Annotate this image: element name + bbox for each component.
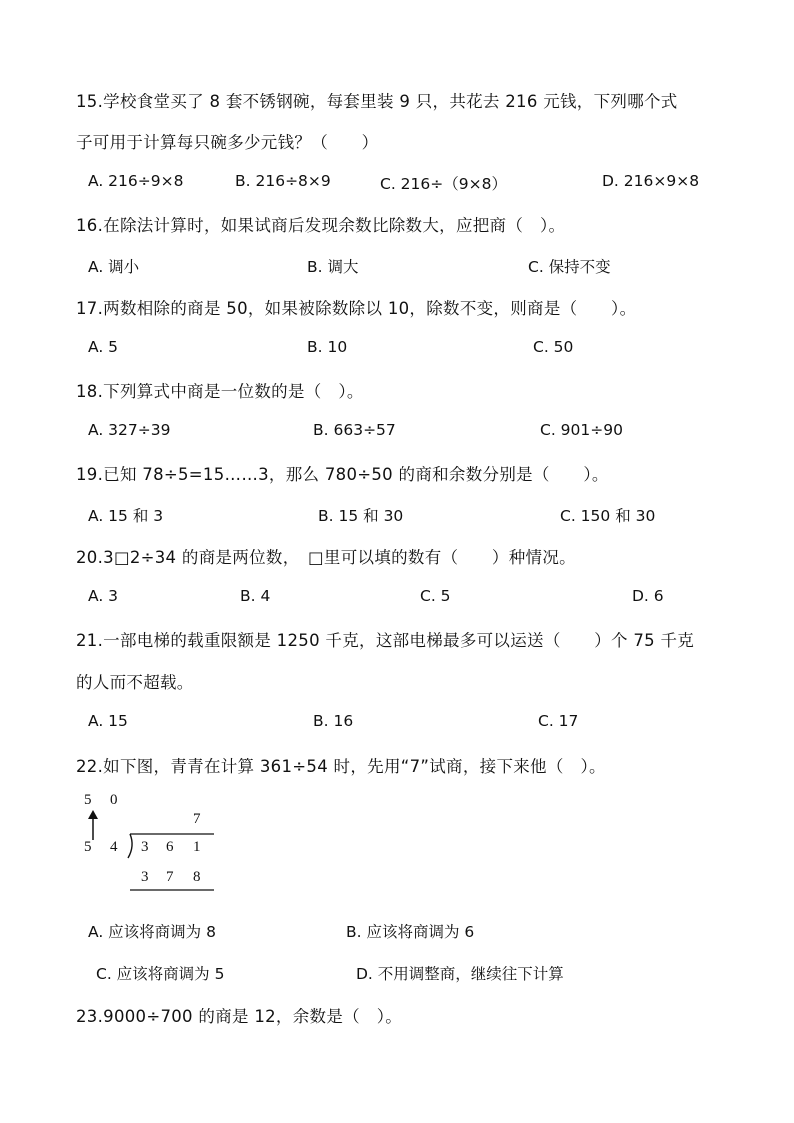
question-23: 23.9000÷700 的商是 12，余数是（ ）。 [76,1007,403,1026]
q22-option-b: B. 应该将商调为 6 [346,923,475,941]
q22-option-a: A. 应该将商调为 8 [88,923,216,941]
q21-option-a: A. 15 [88,712,128,730]
q21-option-b: B. 16 [313,712,354,730]
q21-option-c: C. 17 [538,712,579,730]
product-digit-1: 3 [141,869,149,885]
q22-option-d: D. 不用调整商，继续往下计算 [356,965,564,983]
q20-option-a: A. 3 [88,587,119,605]
q19-option-c: C. 150 和 30 [560,507,656,525]
dividend-digit-1: 3 [141,839,149,855]
question-19: 19.已知 78÷5=15……3，那么 780÷50 的商和余数分别是（ ）。 [76,465,609,484]
dividend-digit-2: 6 [166,839,174,855]
q20-option-c: C. 5 [420,587,451,605]
question-20: 20.3□2÷34 的商是两位数， □里可以填的数有（ ）种情况。 [76,548,576,567]
q17-option-b: B. 10 [307,338,348,356]
question-15-line-2: 子可用于计算每只碗多少元钱？（ ） [76,133,379,152]
q16-option-a: A. 调小 [88,258,140,276]
q18-option-a: A. 327÷39 [88,421,171,439]
q18-option-b: B. 663÷57 [313,421,396,439]
q15-option-a: A. 216÷9×8 [88,172,184,190]
question-16: 16.在除法计算时，如果试商后发现余数比除数大，应把商（ ）。 [76,216,566,235]
divisor-digit-2: 4 [110,839,118,855]
question-18: 18.下列算式中商是一位数的是（ ）。 [76,382,364,401]
q20-option-d: D. 6 [632,587,664,605]
q22-option-c: C. 应该将商调为 5 [96,965,225,983]
q18-option-c: C. 901÷90 [540,421,623,439]
q17-option-a: A. 5 [88,338,119,356]
product-digit-3: 8 [193,869,201,885]
question-21-line-2: 的人而不超载。 [76,673,194,692]
dividend-digit-3: 1 [193,839,201,855]
q15-option-d: D. 216×9×8 [602,172,700,190]
q20-option-b: B. 4 [240,587,271,605]
question-15-line-1: 15.学校食堂买了 8 套不锈钢碗，每套里装 9 只，共花去 216 元钱，下列哪个式 [76,92,678,111]
q15-option-c: C. 216÷（9×8） [380,175,507,193]
q19-option-b: B. 15 和 30 [318,507,404,525]
quotient-digit: 7 [193,811,201,827]
q16-option-c: C. 保持不变 [528,258,611,276]
estimate-digit-1: 5 [84,792,92,808]
question-17: 17.两数相除的商是 50，如果被除数除以 10，除数不变，则商是（ ）。 [76,299,637,318]
product-digit-2: 7 [166,869,174,885]
q17-option-c: C. 50 [533,338,574,356]
question-22: 22.如下图，青青在计算 361÷54 时，先用“7”试商，接下来他（ ）。 [76,757,606,776]
q19-option-a: A. 15 和 3 [88,507,164,525]
up-arrow-icon [84,810,102,842]
q16-option-b: B. 调大 [307,258,359,276]
q15-option-b: B. 216÷8×9 [235,172,331,190]
question-21-line-1: 21.一部电梯的载重限额是 1250 千克，这部电梯最多可以运送（ ）个 75 千克 [76,631,695,650]
estimate-digit-2: 0 [110,792,118,808]
divisor-digit-1: 5 [84,839,92,855]
